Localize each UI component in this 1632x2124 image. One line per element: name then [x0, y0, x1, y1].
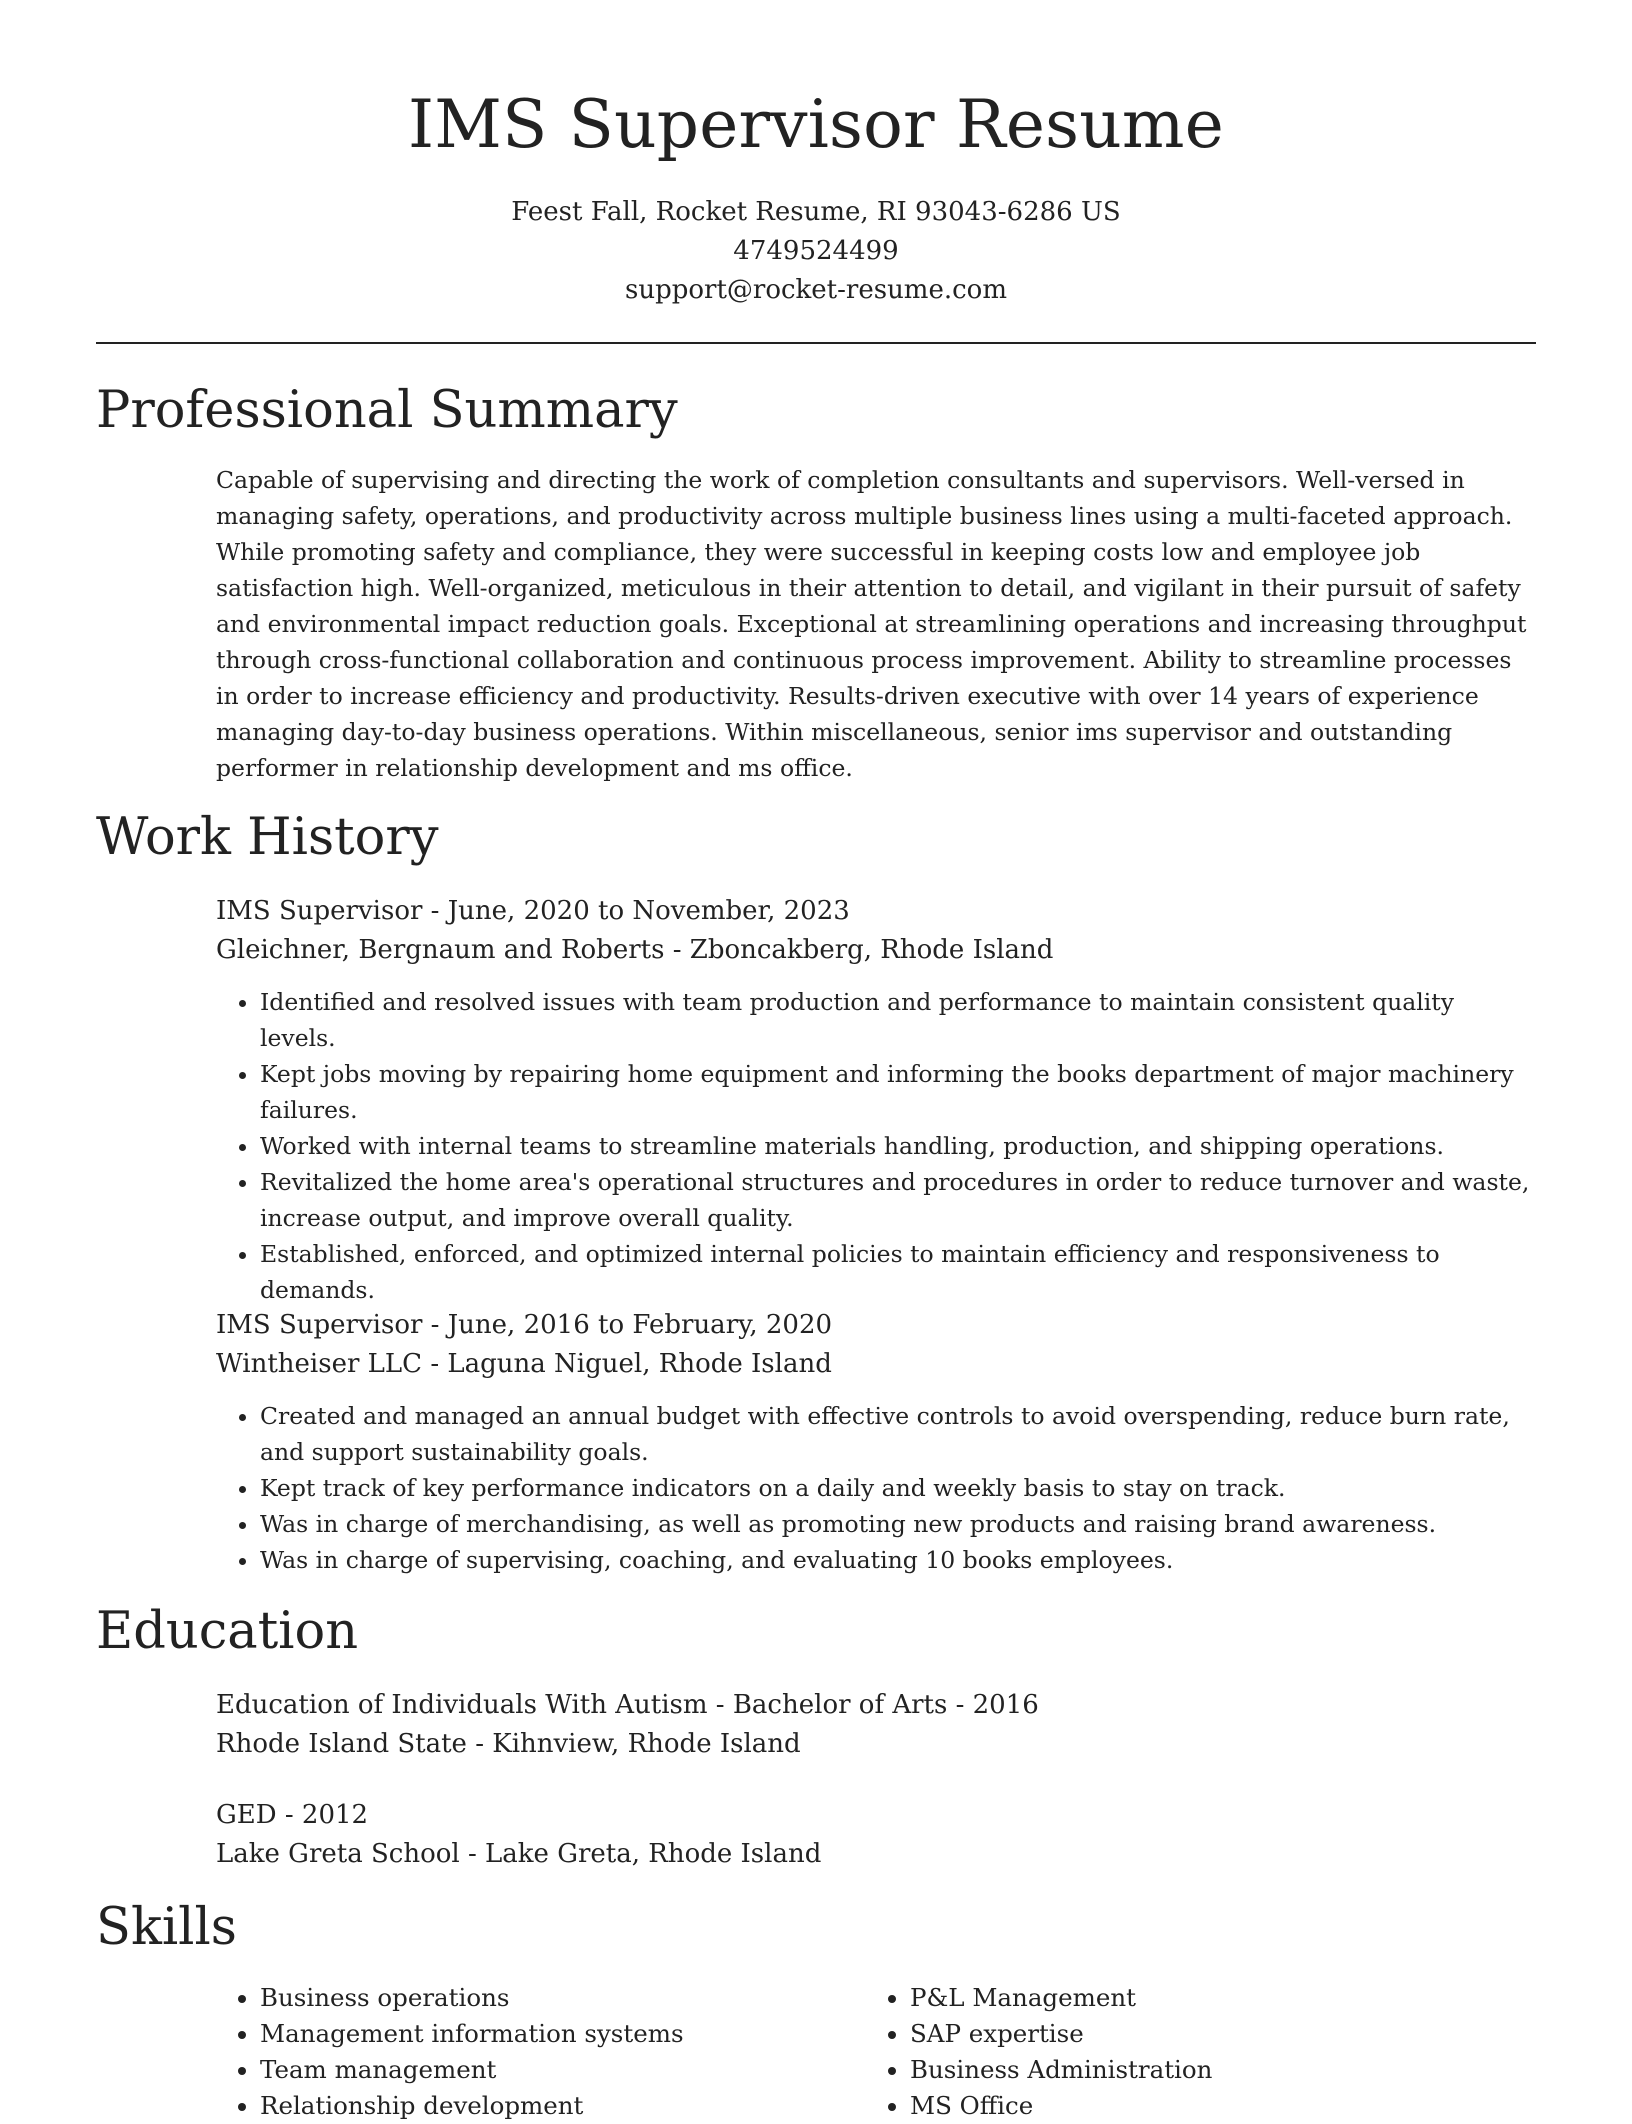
skill-item: • Management information systems [260, 2016, 684, 2052]
skills-section [216, 1980, 1536, 2120]
job-company-line [216, 1345, 1536, 1384]
job-duty: • Established, enforced, and optimized internal policies to maintain efficiency and responsiveness to demands. [260, 1236, 1536, 1308]
job-duty: • Kept track of key performance indicators on a daily and weekly basis to stay on track. [260, 1470, 1536, 1506]
contact-phone: 4749524499 [733, 236, 899, 266]
education-school-line [216, 1835, 1536, 1874]
education-location: - Lake Greta, Rhode Island [459, 1839, 822, 1869]
job-entry [216, 1306, 1536, 1578]
skill-item: • P&L Management [910, 1980, 1212, 2016]
job-duties [216, 984, 1536, 1308]
education-degree-line [216, 1686, 1536, 1725]
skills-heading: Skills [96, 1898, 237, 1957]
summary-text: Capable of supervising and directing the work of completion consultants and supervisors. Well-versed in managing safety, operations, and productivity across multiple business lines using a multi-faceted approach. While promoting safety and compliance, they were successful in keeping costs low and employee job satisfaction high. Well-organized, meticulous in their attention to detail, and vigilant in their pursuit of safety and environmental impact reduction goals. Exceptional at streamlining operations and increasing throughput through cross-functional collaboration and continuous process improvement. Ability to streamline processes in order to increase efficiency and productivity. Results-driven executive with over 14 years of experience managing day-to-day business operations. Within miscellaneous, senior ims supervisor and outstanding performer in relationship development and ms office. [216, 466, 1527, 782]
job-duty: • Created and managed an annual budget with effective controls to avoid overspending, reduce burn rate, and support sustainability goals. [260, 1398, 1536, 1470]
job-dates: - June, 2020 to November, 2023 [422, 896, 850, 926]
job-title: IMS Supervisor [216, 896, 423, 926]
header-divider [96, 342, 1536, 344]
contact-info [96, 193, 1536, 310]
skill-item: • Business Administration [910, 2052, 1212, 2088]
contact-email: support@rocket-resume.com [624, 275, 1007, 305]
contact-address: Feest Fall, Rocket Resume, RI 93043-6286 US [511, 197, 1121, 227]
education-entry [216, 1686, 1536, 1764]
skills-column-left [216, 1980, 684, 2124]
job-duty: • Revitalized the home area's operational structures and procedures in order to reduce turnover and waste, increase output, and improve overall quality. [260, 1164, 1536, 1236]
job-duty: • Was in charge of merchandising, as well as promoting new products and raising brand awareness. [260, 1506, 1536, 1542]
job-location: - Laguna Niguel, Rhode Island [422, 1349, 832, 1379]
job-duties [216, 1398, 1536, 1578]
skills-list [216, 1980, 684, 2124]
job-location: - Zboncakberg, Rhode Island [664, 935, 1054, 965]
education-degree: GED [216, 1800, 277, 1830]
summary-heading: Professional Summary [96, 381, 678, 440]
job-duty: • Worked with internal teams to streamline materials handling, production, and shipping operations. [260, 1128, 1536, 1164]
job-company: Gleichner, Bergnaum and Roberts [216, 935, 665, 965]
job-title: IMS Supervisor [216, 1310, 423, 1340]
job-company: Wintheiser LLC [216, 1349, 423, 1379]
skills-column-right [866, 1980, 1212, 2124]
education-school: Rhode Island State [216, 1729, 467, 1759]
education-degree-line [216, 1796, 1536, 1835]
education-school: Lake Greta School [216, 1839, 460, 1869]
resume-title: IMS Supervisor Resume [408, 86, 1224, 163]
work-history-heading: Work History [96, 808, 439, 867]
job-duty: • Identified and resolved issues with team production and performance to maintain consistent quality levels. [260, 984, 1536, 1056]
job-duty: • Kept jobs moving by repairing home equipment and informing the books department of major machinery failures. [260, 1056, 1536, 1128]
skill-item: • Team management [260, 2052, 684, 2088]
job-title-line [216, 892, 1536, 931]
education-heading: Education [96, 1602, 359, 1661]
skill-item: • MS Office [910, 2088, 1212, 2124]
summary-section [216, 462, 1536, 786]
education-degree: Education of Individuals With Autism - Bachelor of Arts [216, 1690, 948, 1720]
education-entry [216, 1796, 1536, 1874]
education-school-line [216, 1725, 1536, 1764]
job-title-line [216, 1306, 1536, 1345]
skills-list [866, 1980, 1212, 2124]
job-company-line [216, 931, 1536, 970]
skill-item: • Relationship development [260, 2088, 684, 2124]
job-dates: - June, 2016 to February, 2020 [422, 1310, 833, 1340]
skill-item: • SAP expertise [910, 2016, 1212, 2052]
education-year: - 2012 [276, 1800, 369, 1830]
job-duty: • Was in charge of supervising, coaching, and evaluating 10 books employees. [260, 1542, 1536, 1578]
job-entry [216, 892, 1536, 1308]
skill-item: • Business operations [260, 1980, 684, 2016]
education-year: - 2016 [947, 1690, 1039, 1720]
education-location: - Kihnview, Rhode Island [466, 1729, 801, 1759]
